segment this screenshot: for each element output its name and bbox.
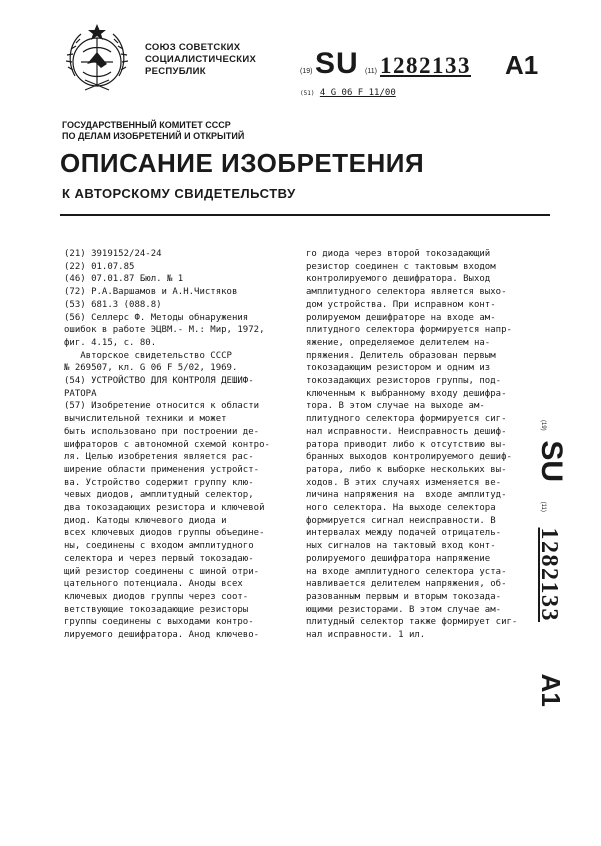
- text-line: (72) Р.А.Варшамов и А.Н.Чистяков: [64, 287, 238, 298]
- organization-line: СОЦИАЛИСТИЧЕСКИХ: [145, 54, 257, 65]
- document-title: ОПИСАНИЕ ИЗОБРЕТЕНИЯ: [60, 148, 425, 178]
- text-line: ходов. В этих случаях изменяется ве-: [306, 477, 502, 488]
- side-inid-code-11: (11): [540, 501, 546, 512]
- text-line: дом устройства. При исправном конт-: [306, 299, 496, 310]
- text-line: диод. Катоды ключевого диода и: [64, 515, 227, 526]
- side-publication-label: [520, 420, 580, 707]
- organization-line: СОЮЗ СОВЕТСКИХ: [145, 42, 241, 53]
- text-line: (46) 07.01.87 Бюл. № 1: [64, 274, 184, 285]
- text-line: ного селектора. На выходе селектора: [306, 503, 496, 514]
- text-line: го диода через второй токозадающий: [306, 249, 491, 259]
- text-line: ролируемого дешифратора напряжение: [306, 553, 491, 564]
- text-line: ключевых диодов группы через соот-: [64, 591, 249, 602]
- publication-number: [300, 47, 570, 82]
- text-line: цательного потенциала. Аноды всех: [64, 579, 243, 590]
- text-line: нал исправности. 1 ил.: [306, 630, 426, 641]
- text-line: пряжения. Делитель образован первым: [306, 350, 496, 361]
- text-line: разованным первым и вторым токозада-: [306, 591, 502, 602]
- text-line: плитудный селектор также формирует сиг-: [306, 617, 518, 628]
- text-line: селектора и через первый токозадаю-: [64, 553, 254, 564]
- text-line: (21) 3919152/24-24: [64, 249, 162, 259]
- patent-number: 1282133: [380, 53, 471, 78]
- committee-name: [62, 120, 244, 142]
- text-line: ключенным к выбранному входу дешифра-: [306, 388, 507, 399]
- text-line: резистор соединен с тактовым входом: [306, 261, 496, 272]
- side-inid-code-19: (19): [540, 420, 546, 431]
- text-line: нал исправности. Неисправность дешиф-: [306, 426, 507, 437]
- text-line: вычислительной техники и может: [64, 414, 227, 425]
- ipc-class: 4 G 06 F 11/00: [319, 88, 396, 98]
- document-subtitle: К АВТОРСКОМУ СВИДЕТЕЛЬСТВУ: [62, 186, 296, 201]
- text-line: формируется сигнал неисправности. В: [306, 515, 496, 526]
- text-line: чевых диодов, амплитудный селектор,: [64, 490, 254, 501]
- side-country-code: SU: [535, 440, 568, 482]
- left-text-column: [64, 248, 270, 642]
- text-line: ны, соединены с входом амплитудного: [64, 541, 254, 552]
- text-line: быть использовано при построении де-: [64, 426, 260, 437]
- organization-line: РЕСПУБЛИК: [145, 66, 206, 77]
- ussr-emblem-icon: [61, 22, 133, 100]
- header-divider: [60, 214, 550, 216]
- text-line: ющими резисторами. В этом случае ам-: [306, 604, 502, 615]
- kind-code: A1: [505, 50, 539, 80]
- text-line: щий резистор соединены с шиной отри-: [64, 566, 260, 577]
- text-line: два токозадающих резистора и ключевой: [64, 503, 265, 514]
- text-line: РАТОРА: [64, 388, 97, 399]
- text-line: тора. В этом случае на выходе ам-: [306, 401, 485, 412]
- text-line: ошибок в работе ЭЦВМ.- М.: Мир, 1972,: [64, 325, 265, 336]
- text-line: фиг. 4.15, с. 80.: [64, 337, 157, 348]
- text-line: бранных выходов контролируемого дешиф-: [306, 452, 512, 463]
- text-line: плитудного селектора формируется напр-: [306, 325, 512, 336]
- text-line: амплитудного селектора является выхо-: [306, 287, 507, 298]
- text-line: ширение области применения устройст-: [64, 464, 260, 475]
- text-line: ветствующие токозадающие резисторы: [64, 604, 249, 615]
- text-line: Авторское свидетельство СССР: [64, 350, 232, 361]
- text-line: ных сигналов на тактовый вход конт-: [306, 541, 496, 552]
- text-line: навливается делителем напряжения, об-: [306, 579, 507, 590]
- text-line: яжение, определяемое делителем на-: [306, 337, 491, 348]
- text-line: на входе амплитудного селектора уста-: [306, 566, 507, 577]
- text-line: ля. Целью изобретения является рас-: [64, 452, 254, 463]
- text-line: интервалах между подачей отрицатель-: [306, 528, 502, 539]
- text-line: ва. Устройство содержит группу клю-: [64, 477, 254, 488]
- text-line: токозадающим резистором и одним из: [306, 363, 491, 374]
- inid-code-51: (51): [300, 90, 315, 97]
- text-line: ратора, либо к выборке нескольких вы-: [306, 464, 507, 475]
- text-line: № 269507, кл. G 06 F 5/02, 1969.: [64, 363, 238, 374]
- text-line: (54) УСТРОЙСТВО ДЛЯ КОНТРОЛЯ ДЕШИФ-: [64, 376, 254, 387]
- organization-name: [145, 42, 256, 78]
- side-patent-number: 1282133: [536, 527, 562, 623]
- committee-line: ПО ДЕЛАМ ИЗОБРЕТЕНИЙ И ОТКРЫТИЙ: [62, 131, 245, 141]
- committee-line: ГОСУДАРСТВЕННЫЙ КОМИТЕТ СССР: [62, 120, 231, 130]
- text-line: шифраторов с автономной схемой контро-: [64, 439, 270, 450]
- inid-code-19: (19): [300, 68, 313, 75]
- text-line: ратора приводит либо к отсутствию вы-: [306, 439, 507, 450]
- text-line: (53) 681.3 (088.8): [64, 299, 162, 310]
- text-line: контролируемого дешифратора. Выход: [306, 274, 491, 285]
- text-line: токозадающих резисторов группы, под-: [306, 376, 502, 387]
- text-line: (57) Изобретение относится к области: [64, 401, 260, 412]
- text-line: (22) 01.07.85: [64, 261, 135, 272]
- text-line: плитудного селектора формируется сиг-: [306, 414, 507, 425]
- side-kind-code: A1: [536, 673, 566, 707]
- inid-code-11: (11): [365, 68, 377, 75]
- text-line: личина напряжения на входе амплитуд-: [306, 490, 507, 501]
- text-line: (56) Селлерс Ф. Методы обнаружения: [64, 312, 249, 323]
- text-line: ролируемом дешифраторе на входе ам-: [306, 312, 496, 323]
- ipc-classification: [300, 88, 396, 98]
- text-line: лируемого дешифратора. Анод ключево-: [64, 630, 260, 641]
- text-line: всех ключевых диодов группы объедине-: [64, 528, 265, 539]
- text-line: группы соединены с выходами контро-: [64, 617, 254, 628]
- country-code: SU: [315, 47, 359, 80]
- right-text-column: [306, 248, 517, 642]
